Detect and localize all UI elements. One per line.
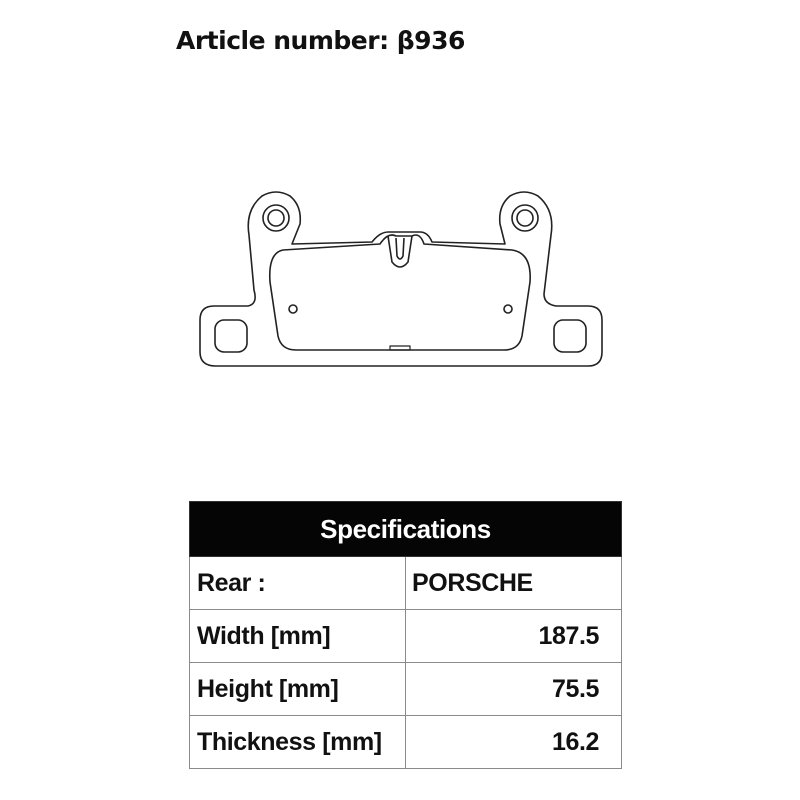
- spec-value: PORSCHE: [406, 557, 622, 610]
- specifications-table: [189, 501, 622, 769]
- left-ear-hole: [263, 205, 289, 231]
- friction-pad-outline: [270, 235, 530, 350]
- left-mounting-slot: [215, 320, 247, 352]
- brake-pad-drawing: [190, 185, 610, 375]
- right-pin: [504, 305, 512, 313]
- spec-label: Width [mm]: [190, 610, 406, 663]
- spec-row: [190, 663, 622, 716]
- spec-value: 75.5: [406, 663, 622, 716]
- spec-value: 187.5: [406, 610, 622, 663]
- spec-label: Height [mm]: [190, 663, 406, 716]
- spec-label: Thickness [mm]: [190, 716, 406, 769]
- article-number: Article number: β936: [176, 26, 465, 55]
- left-pin: [289, 305, 297, 313]
- spec-value: 16.2: [406, 716, 622, 769]
- spec-row: [190, 610, 622, 663]
- spec-row: [190, 557, 622, 610]
- spec-row: [190, 716, 622, 769]
- center-notch: [388, 236, 412, 267]
- right-ear-hole: [512, 205, 538, 231]
- right-mounting-slot: [554, 320, 586, 352]
- specifications-header: Specifications: [190, 502, 622, 557]
- backing-plate-outline: [200, 192, 602, 366]
- spec-label: Rear :: [190, 557, 406, 610]
